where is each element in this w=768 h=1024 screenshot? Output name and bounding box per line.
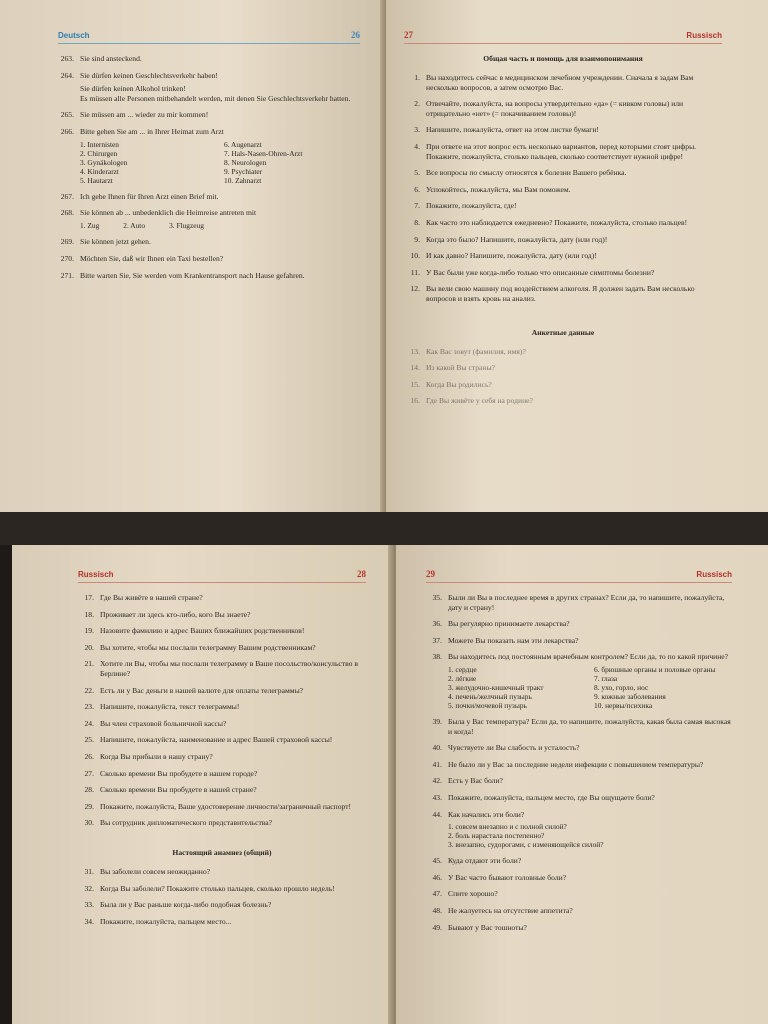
list-item <box>404 396 722 406</box>
phrase-list <box>78 593 366 828</box>
list-item <box>58 271 360 281</box>
item-text: Была ли у Вас раньше когда-либо подобная болезнь? <box>100 900 272 910</box>
item-number: 13. <box>410 346 420 356</box>
item-number: 36. <box>432 619 442 629</box>
page-28 <box>12 545 392 1024</box>
option-item: 3. Flugzeug <box>169 220 204 230</box>
transport-options <box>80 221 360 231</box>
option-item: 4. печень/желчный пузырь <box>448 691 532 701</box>
option-item: 3. желудочно-кишечный тракт <box>448 682 544 692</box>
item-number: 268. <box>60 208 74 218</box>
item-text: Напишите, пожалуйста, наименование и адрес Вашей страховой кассы! <box>100 735 333 745</box>
list-item <box>426 619 732 629</box>
item-text: Ich gebe Ihnen für Ihren Arzt einen Brief mit. <box>80 191 219 201</box>
page-header <box>58 30 360 44</box>
item-number: 34. <box>84 916 94 926</box>
item-number: 14. <box>410 363 420 373</box>
option-item: 8. Neurologen <box>224 157 267 167</box>
list-item <box>78 917 366 927</box>
list-item <box>426 652 732 710</box>
list-item <box>78 659 366 678</box>
list-item <box>404 125 722 135</box>
list-item <box>404 284 722 303</box>
item-number: 10. <box>410 251 420 261</box>
item-text: Sie sind ansteckend. <box>80 54 142 63</box>
option-item: 1. Zug <box>80 220 100 230</box>
item-number: 37. <box>432 635 442 645</box>
item-number: 2. <box>414 99 420 109</box>
item-number: 4. <box>414 141 420 151</box>
option-item: 9. Psychiater <box>224 166 263 176</box>
onset-options <box>448 822 732 849</box>
list-item <box>78 900 366 910</box>
item-text: Успокойтесь, пожалуйста, мы Вам поможем. <box>426 184 571 194</box>
item-text: Можете Вы показать нам эти лекарства? <box>448 635 579 645</box>
item-number: 23. <box>84 702 94 712</box>
item-number: 19. <box>84 626 94 636</box>
item-number: 30. <box>84 818 94 828</box>
item-number: 22. <box>84 685 94 695</box>
item-text: Bitte gehen Sie am ... in Ihrer Heimat zum Arzt 1. Internisten 6. Augenarzt 2. Chirurgen 7. Hals-Nasen-Ohren-Arzt 3. Gynäkologen 8. Neurologen 4. Kinderarzt 9. Psychiater 5. Hautarzt 10. Zahnarzt <box>80 127 360 185</box>
list-item <box>58 110 360 120</box>
item-text: И как давно? Напишите, пожалуйста, дату (или год)! <box>426 251 597 261</box>
page-26 <box>0 0 384 512</box>
item-text: Бывают у Вас тошноты? <box>448 922 527 932</box>
item-text: Чувствуете ли Вы слабость и усталость? <box>448 743 580 753</box>
list-item <box>404 185 722 195</box>
phrase-list <box>426 593 732 710</box>
item-text: Есть у Вас боли? <box>448 776 503 786</box>
item-text: Möchten Sie, daß wir Ihnen ein Taxi bestellen? <box>80 253 224 263</box>
item-text: Как начались эти боли? 1. совсем внезапно и с полной силой? 2. боль нарастала постепенно? 3. внезапно, судорогами, с изменяющейся силой? <box>448 810 732 850</box>
item-number: 45. <box>432 856 442 866</box>
item-text: Есть ли у Вас деньги в нашей валюте для оплаты телеграммы? <box>100 685 304 695</box>
item-text: Спите хорошо? <box>448 889 498 899</box>
option-item: 6. Augenarzt <box>224 139 262 149</box>
item-number: 1. <box>414 73 420 82</box>
item-text: У Вас часто бывают головные боли? <box>448 872 567 882</box>
list-item <box>426 593 732 612</box>
option-item: 10. нервы/психика <box>594 700 653 710</box>
item-text: Вы находитесь сейчас в медицинском лечебном учреждении. Сначала я задам Вам несколько вопросов, а затем осмотрю Вас. <box>426 73 694 92</box>
item-number: 32. <box>84 883 94 893</box>
item-text: Куда отдают эти боли? <box>448 856 522 866</box>
item-number: 33. <box>84 900 94 910</box>
item-text: Sie müssen am ... wieder zu mir kommen! <box>80 110 209 120</box>
list-item <box>78 769 366 779</box>
phrase-list <box>426 856 732 932</box>
list-item <box>426 906 732 916</box>
item-text: Когда Вы заболели? Покажите столько пальцев, сколько прошло недель! <box>100 883 335 893</box>
section-heading: Общая часть и помощь для взаимопонимания <box>483 54 643 63</box>
organ-options <box>448 665 732 710</box>
page-27 <box>386 0 768 512</box>
item-text: Как Вас зовут (фамилия, имя)? <box>426 346 526 356</box>
list-item <box>404 201 722 211</box>
item-text: Как часто это наблюдается ежедневно? Покажите, пожалуйста, столько пальцев! <box>426 217 688 227</box>
list-item <box>58 192 360 202</box>
list-item <box>78 686 366 696</box>
language-label: Russisch <box>696 570 732 579</box>
item-text: Вы регулярно принимаете лекарства? <box>448 619 570 629</box>
item-number: 47. <box>432 889 442 899</box>
option-item: 7. глаза <box>594 673 618 683</box>
option-item: 2. лёгкие <box>448 673 477 683</box>
item-text: Где Вы живёте в нашей стране? <box>100 593 203 602</box>
list-item <box>404 251 722 261</box>
option-item: 4. Kinderarzt <box>80 166 119 176</box>
option-item: 10. Zahnarzt <box>224 175 262 185</box>
item-text: Покажите, пожалуйста, пальцем место... <box>100 916 232 926</box>
item-text: Вы хотите, чтобы мы послали телеграмму Вашим родственникам? <box>100 642 316 652</box>
item-number: 270. <box>60 253 74 263</box>
item-text: У Вас были уже когда-либо только что описанные симптомы болезни? <box>426 267 655 277</box>
page-number: 29 <box>426 569 435 579</box>
section-heading: Настоящий анамнез (общий) <box>172 847 272 857</box>
list-item <box>426 889 732 899</box>
item-text: Когда это было? Напишите, пожалуйста, дату (или год)! <box>426 234 608 244</box>
item-number: 40. <box>432 743 442 753</box>
item-number: 39. <box>432 716 442 726</box>
list-item <box>78 867 366 877</box>
item-number: 44. <box>432 809 442 819</box>
item-text: Покажите, пожалуйста, где! <box>426 201 517 211</box>
item-text: Проживает ли здесь кто-либо, кого Вы знаете? <box>100 609 251 619</box>
item-number: 46. <box>432 872 442 882</box>
list-item <box>404 73 722 92</box>
item-text: Напишите, пожалуйста, ответ на этом листке бумаги! <box>426 125 599 135</box>
phrase-list <box>78 867 366 926</box>
option-item: 1. Internisten <box>80 139 119 149</box>
item-number: 7. <box>414 201 420 211</box>
item-text: Сколько времени Вы пробудете в нашей стране? <box>100 785 257 795</box>
option-item: 9. кожные заболевания <box>594 691 666 701</box>
list-item <box>404 99 722 118</box>
item-number: 27. <box>84 768 94 778</box>
item-text: Хотите ли Вы, чтобы мы послали телеграмму в Ваше посольство/консульство в Берлине? <box>100 659 358 678</box>
item-text: Вы вели свою машину под воздействием алкоголя. Я должен задать Вам несколько вопросов и взять кровь на анализ. <box>426 284 695 303</box>
list-item <box>78 884 366 894</box>
item-text: Покажите, пожалуйста, Ваше удостоверение личности/заграничный паспорт! <box>100 801 352 811</box>
language-label: Russisch <box>78 570 114 579</box>
list-item <box>78 752 366 762</box>
item-number: 20. <box>84 642 94 652</box>
page-header <box>426 569 732 583</box>
page-header <box>78 569 366 583</box>
list-item <box>426 717 732 736</box>
item-number: 42. <box>432 776 442 786</box>
item-number: 38. <box>432 652 442 662</box>
option-item: 2. Chirurgen <box>80 148 118 158</box>
list-item <box>426 743 732 753</box>
item-number: 21. <box>84 659 94 669</box>
phrase-list <box>426 717 732 849</box>
item-number: 269. <box>60 237 74 247</box>
item-text: Не было ли у Вас за последние недели инфекции с повышением температуры? <box>448 759 704 769</box>
item-number: 271. <box>60 270 74 280</box>
list-item <box>58 54 360 64</box>
list-item <box>404 347 722 357</box>
phrase-list <box>404 347 722 406</box>
item-text: Когда Вы родились? <box>426 379 492 389</box>
item-number: 263. <box>60 54 74 63</box>
item-number: 8. <box>414 217 420 227</box>
item-number: 16. <box>410 396 420 406</box>
option-item: 2. Auto <box>123 220 146 230</box>
item-text: Из какой Вы страны? <box>426 363 495 373</box>
phrase-list <box>58 54 360 280</box>
list-item <box>404 380 722 390</box>
list-item <box>58 254 360 264</box>
item-number: 41. <box>432 759 442 769</box>
item-text: Все вопросы по смыслу относятся к болезни Вашего ребёнка. <box>426 168 627 178</box>
option-item: 1. совсем внезапно и с полной силой? <box>448 822 567 832</box>
list-item <box>404 142 722 161</box>
item-text: Где Вы живёте у себя на родине? <box>426 396 533 406</box>
page-number: 27 <box>404 30 413 40</box>
option-item: 3. Gynäkologen <box>80 157 128 167</box>
item-text: Вы находитесь под постоянным врачебным контролем? Если да, то по какой причине? 1. сердце 6. брюшные органы и половые органы 2. лёгкие 7. глаза 3. желудочно-кишечный тракт 8. ухо, горло, нос 4. печень/желчный пузырь 9. кожные заболевания 5. почки/мочевой пузырь 10. нервы/психика <box>448 652 732 710</box>
item-number: 25. <box>84 735 94 745</box>
item-text: Вы сотрудник дипломатического представительства? <box>100 818 273 828</box>
list-item <box>58 237 360 247</box>
list-item <box>78 785 366 795</box>
list-item <box>58 208 360 230</box>
list-item <box>404 168 722 178</box>
list-item <box>426 760 732 770</box>
item-text: Отвечайте, пожалуйста, на вопросы утвердительно «да» (= кивком головы) или отрицательно «нет» (= покачиванием головы)! <box>426 99 684 118</box>
doctor-options <box>80 140 360 185</box>
page-header <box>404 30 722 44</box>
list-item <box>426 923 732 933</box>
option-item: 6. брюшные органы и половые органы <box>594 664 716 674</box>
item-text: Sie können ab ... unbedenklich die Heimreise antreten mit 1. Zug 2. Auto 3. Flugzeug <box>80 208 360 230</box>
item-number: 35. <box>432 593 442 602</box>
item-text: Не жалуетесь на отсутствие аппетита? <box>448 905 573 915</box>
option-item: 1. сердце <box>448 664 477 674</box>
item-number: 24. <box>84 718 94 728</box>
list-item <box>78 735 366 745</box>
section-heading: Анкетные данные <box>531 327 595 337</box>
item-number: 267. <box>60 191 74 201</box>
item-number: 29. <box>84 801 94 811</box>
book-spread-bottom <box>0 545 768 1024</box>
list-item <box>404 218 722 228</box>
item-number: 5. <box>414 168 420 178</box>
item-text: Sie dürfen keinen Geschlechtsverkehr haben! Sie dürfen keinen Alkohol trinken! Es müssen alle Personen mitbehandelt werden, mit denen Sie Geschlechtsverkehr hatten. <box>80 71 360 104</box>
option-item: 7. Hals-Nasen-Ohren-Arzt <box>224 148 303 158</box>
option-item: 5. Hautarzt <box>80 175 113 185</box>
item-text: При ответе на этот вопрос есть несколько вариантов, перед которыми стоят цифры. Покажите, пожалуйста, столько пальцев, сколько соответствует нужной цифре! <box>426 141 697 161</box>
item-number: 11. <box>410 267 420 277</box>
language-label: Russisch <box>686 31 722 40</box>
list-item <box>58 127 360 185</box>
list-item <box>426 856 732 866</box>
list-item <box>426 636 732 646</box>
item-number: 264. <box>60 70 74 80</box>
item-number: 48. <box>432 905 442 915</box>
item-number: 49. <box>432 922 442 932</box>
page-number: 28 <box>357 569 366 579</box>
list-item <box>78 719 366 729</box>
item-number: 15. <box>410 379 420 389</box>
page-29 <box>396 545 768 1024</box>
language-label: Deutsch <box>58 31 90 40</box>
sub-phrase: Es müssen alle Personen mitbehandelt werden, mit denen Sie Geschlechtsverkehr hatten. <box>80 93 351 103</box>
item-number: 26. <box>84 751 94 761</box>
item-text: Bitte warten Sie, Sie werden vom Krankentransport nach Hause gefahren. <box>80 270 305 280</box>
item-text: Вы заболели совсем неожиданно? <box>100 866 211 876</box>
option-item: 8. ухо, горло, нос <box>594 682 649 692</box>
item-text: Напишите, пожалуйста, текст телеграммы! <box>100 702 240 712</box>
item-number: 3. <box>414 125 420 135</box>
item-text: Вы член страховой больничной кассы? <box>100 718 227 728</box>
item-number: 12. <box>410 284 420 294</box>
item-text: Была у Вас температура? Если да, то напишите, пожалуйста, какая была самая высокая и когда! <box>448 716 731 736</box>
item-number: 31. <box>84 866 94 876</box>
item-number: 266. <box>60 126 74 136</box>
list-item <box>78 818 366 828</box>
option-item: 3. внезапно, судорогами, с изменяющейся силой? <box>448 840 604 850</box>
item-number: 43. <box>432 792 442 802</box>
item-text: Покажите, пожалуйста, пальцем место, где Вы ощущаете боли? <box>448 792 655 802</box>
item-text: Сколько времени Вы пробудете в нашем городе? <box>100 768 258 778</box>
option-item: 2. боль нарастала постепенно? <box>448 831 545 841</box>
item-text: Когда Вы прибыли в нашу страну? <box>100 751 213 761</box>
sub-phrase: Sie dürfen keinen Alkohol trinken! <box>80 84 186 94</box>
item-number: 17. <box>84 593 94 602</box>
item-text: Назовите фамилию и адрес Ваших ближайших родственников! <box>100 626 305 636</box>
page-number: 26 <box>351 30 360 40</box>
item-number: 265. <box>60 110 74 120</box>
list-item <box>426 776 732 786</box>
list-item <box>78 702 366 712</box>
list-item <box>78 626 366 636</box>
item-number: 18. <box>84 609 94 619</box>
list-item <box>404 235 722 245</box>
list-item <box>78 802 366 812</box>
list-item <box>426 873 732 883</box>
item-text: Были ли Вы в последнее время в других странах? Если да, то напишите, пожалуйста, дату и страну! <box>448 593 725 612</box>
list-item <box>404 363 722 373</box>
item-number: 6. <box>414 184 420 194</box>
item-number: 28. <box>84 785 94 795</box>
item-text: Sie können jetzt gehen. <box>80 237 151 247</box>
list-item <box>426 810 732 850</box>
option-item: 5. почки/мочевой пузырь <box>448 700 527 710</box>
list-item <box>426 793 732 803</box>
list-item <box>58 71 360 104</box>
list-item <box>78 593 366 603</box>
list-item <box>78 610 366 620</box>
list-item <box>78 643 366 653</box>
item-number: 9. <box>414 234 420 244</box>
phrase-list <box>404 73 722 304</box>
list-item <box>404 268 722 278</box>
